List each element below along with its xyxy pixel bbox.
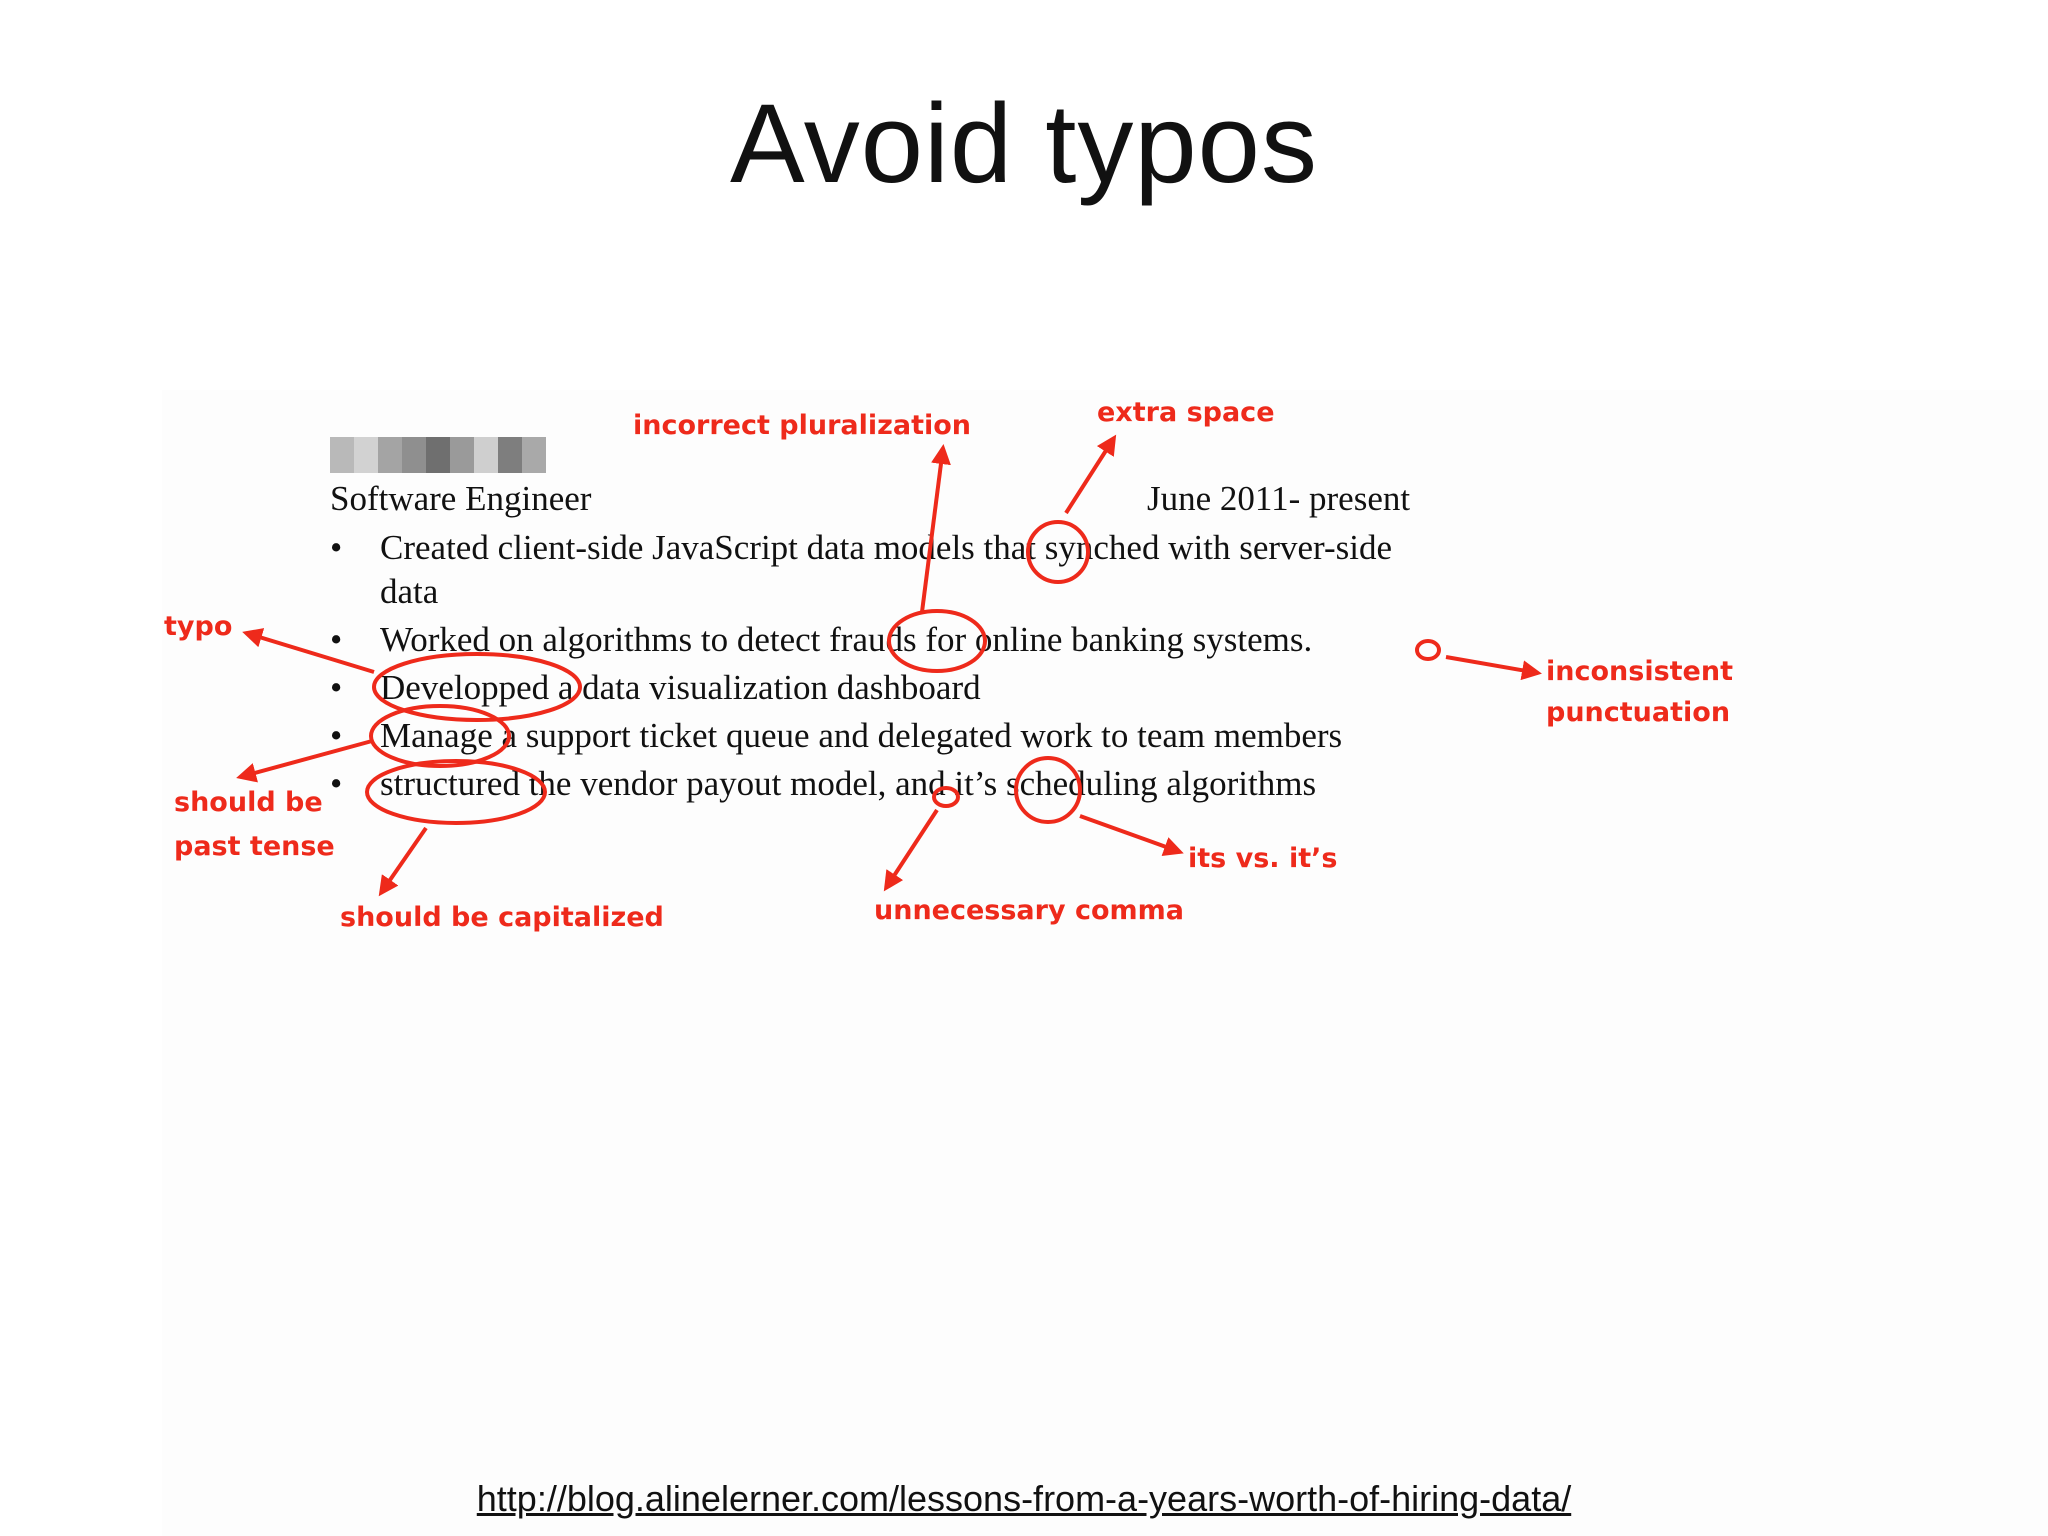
- bullet-1-line-2: data: [380, 572, 439, 611]
- source-link[interactable]: http://blog.alinelerner.com/lessons-from-a-years-worth-of-hiring-data/: [476, 1478, 1572, 1519]
- job-title: Software Engineer: [330, 479, 592, 518]
- bullet-point: •: [330, 668, 343, 707]
- label-should-be: should be: [174, 787, 323, 818]
- label-inconsistent: inconsistent: [1546, 656, 1733, 687]
- label-its-vs-its: its vs. it’s: [1188, 843, 1338, 874]
- date-range: June 2011- present: [1147, 479, 1411, 518]
- label-should-be-capitalized: should be capitalized: [340, 902, 664, 933]
- label-extra-space: extra space: [1097, 397, 1275, 428]
- label-unnecessary-comma: unnecessary comma: [874, 895, 1185, 926]
- bullet-point: •: [330, 764, 343, 803]
- bullet-1-line-1: Created client-side JavaScript data models that synched with server-side: [380, 528, 1393, 567]
- slide-title: Avoid typos: [730, 81, 1318, 206]
- bullet-point: •: [330, 716, 343, 755]
- label-incorrect-pluralization: incorrect pluralization: [633, 410, 972, 441]
- bullet-2: Worked on algorithms to detect frauds for online banking systems.: [380, 620, 1313, 659]
- label-punctuation: punctuation: [1546, 697, 1731, 728]
- bullet-4: Manage a support ticket queue and delegated work to team members: [380, 716, 1343, 755]
- label-typo: typo: [164, 611, 233, 642]
- bullet-point: •: [330, 620, 343, 659]
- bullet-3: Developped a data visualization dashboard: [380, 668, 981, 707]
- bullet-5: structured the vendor payout model, and it’s scheduling algorithms: [380, 764, 1317, 803]
- label-past-tense: past tense: [174, 831, 335, 862]
- bullet-point: •: [330, 528, 343, 567]
